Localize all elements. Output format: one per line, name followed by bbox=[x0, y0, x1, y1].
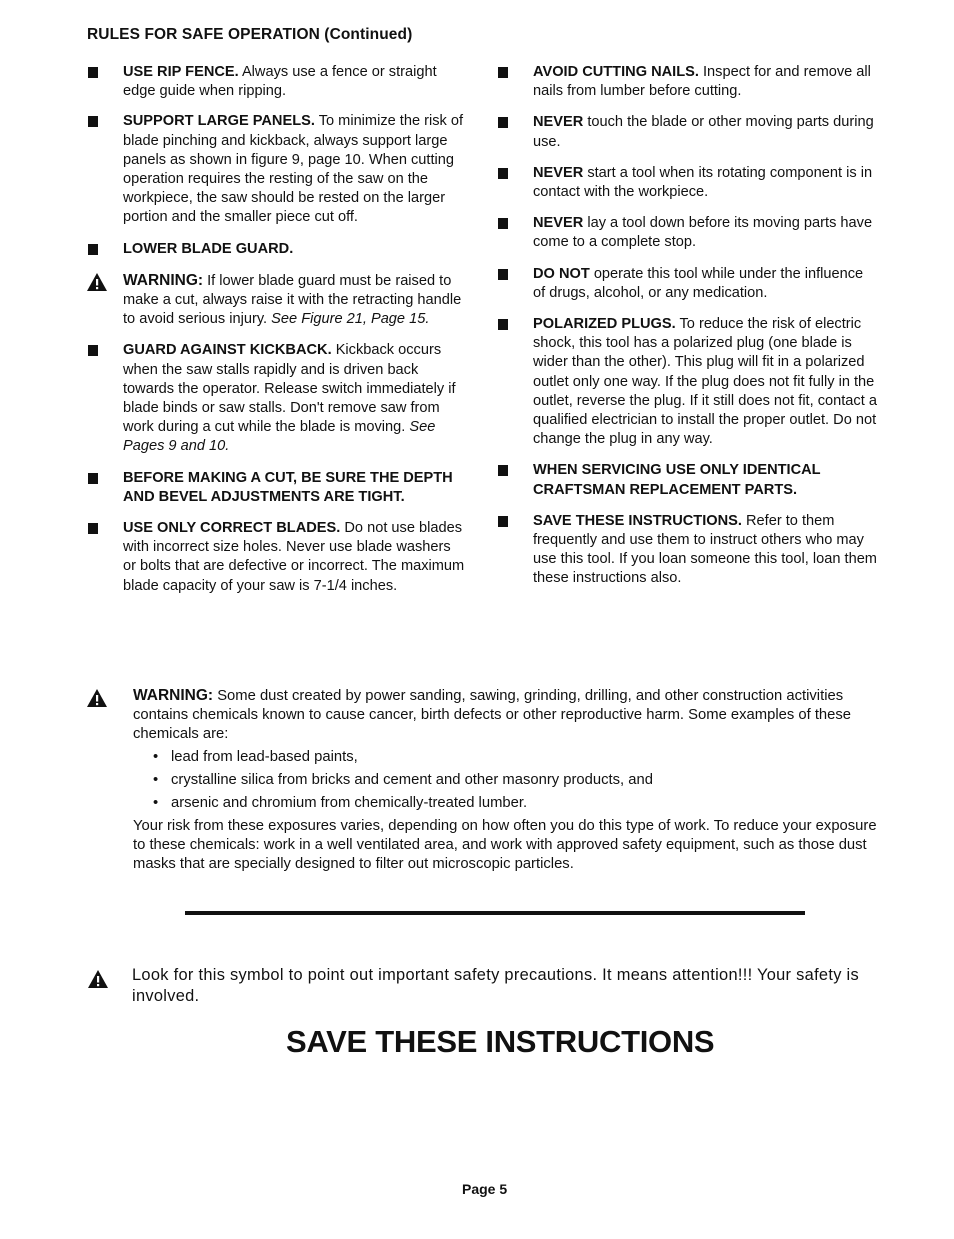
item-lead: AVOID CUTTING NAILS. bbox=[533, 64, 699, 80]
blade-guard-warning bbox=[87, 271, 467, 330]
left-column bbox=[87, 63, 467, 596]
list-item bbox=[497, 315, 877, 449]
item-lead: LOWER BLADE GUARD. bbox=[123, 240, 294, 257]
item-text: Always use a fence or straight edge guide when ripping. bbox=[123, 64, 437, 100]
list-item: • lead from lead-based paints, bbox=[153, 748, 887, 767]
attention-note bbox=[87, 965, 887, 1007]
item-lead: WHEN SERVICING USE ONLY IDENTICAL CRAFTSMAN REPLACEMENT PARTS. bbox=[533, 462, 821, 498]
warning-lead: WARNING: bbox=[123, 271, 204, 289]
save-instructions-title: SAVE THESE INSTRUCTIONS bbox=[286, 1024, 715, 1059]
right-column bbox=[497, 63, 877, 589]
square-bullet-icon bbox=[498, 168, 508, 179]
warning-lead: WARNING: bbox=[133, 687, 214, 704]
square-bullet-icon bbox=[88, 67, 98, 78]
item-text: Kickback occurs when the saw stalls rapidly and is driven back towards the operator. Release switch immediately if blade binds or saw stalls. Don't remove saw from work during a cut while the blade is moving. bbox=[123, 342, 456, 436]
chemical-list bbox=[133, 748, 887, 813]
square-bullet-icon bbox=[498, 269, 508, 280]
item-lead: DO NOT bbox=[533, 265, 590, 282]
square-bullet-icon bbox=[498, 465, 508, 476]
item-text: Refer to them frequently and use them to instruct others who may use this tool. If you loan someone this tool, loan them these instructions also. bbox=[533, 512, 877, 587]
square-bullet-icon bbox=[498, 67, 508, 78]
warning-triangle-icon bbox=[87, 273, 107, 291]
item-lead: POLARIZED PLUGS. bbox=[533, 316, 676, 333]
list-item bbox=[87, 112, 467, 227]
square-bullet-icon bbox=[88, 116, 98, 127]
item-text: Inspect for and remove all nails from lumber before cutting. bbox=[533, 64, 871, 100]
list-item bbox=[87, 519, 467, 596]
dust-intro bbox=[133, 686, 887, 744]
item-text: To minimize the risk of blade pinching and kickback, always support large panels as shown in figure 9, page 10. When cutting operation requires the resting of the saw on the workpiece, the saw should be rested on the larger portion and the smaller piece cut off. bbox=[123, 113, 464, 226]
warning-text: Some dust created by power sanding, sawing, grinding, drilling, and other construction activities contains chemicals known to cause cancer, birth defects or other reproductive harm. Some examples of these chemicals are: bbox=[133, 688, 852, 742]
square-bullet-icon bbox=[498, 117, 508, 128]
dust-outro: Your risk from these exposures varies, depending on how often you do this type of work. To reduce your exposure to these chemicals: work in a well ventilated area, and work with approved safety equipment, such as those dust masks that are specially designed to filter out microscopic particles. bbox=[133, 818, 877, 872]
list-item bbox=[497, 63, 877, 101]
item-lead: BEFORE MAKING A CUT, BE SURE THE DEPTH AND BEVEL ADJUSTMENTS ARE TIGHT. bbox=[123, 469, 453, 505]
list-item: • arsenic and chromium from chemically-treated lumber. bbox=[153, 794, 887, 813]
page-heading: RULES FOR SAFE OPERATION (Continued) bbox=[87, 26, 413, 43]
item-text: operate this tool while under the influence of drugs, alcohol, or any medication. bbox=[533, 265, 864, 301]
item-text: start a tool when its rotating component is in contact with the workpiece. bbox=[533, 164, 873, 201]
square-bullet-icon bbox=[498, 319, 508, 330]
item-lead: GUARD AGAINST KICKBACK. bbox=[123, 342, 332, 359]
list-item: • crystalline silica from bricks and cement and other masonry products, and bbox=[153, 771, 887, 790]
item-text: lay a tool down before its moving parts have come to a complete stop. bbox=[533, 215, 873, 251]
square-bullet-icon bbox=[88, 523, 98, 534]
item-lead: NEVER bbox=[533, 164, 584, 181]
list-item bbox=[497, 265, 877, 303]
dust-warning bbox=[87, 686, 887, 874]
item-lead: SAVE THESE INSTRUCTIONS. bbox=[533, 512, 742, 529]
square-bullet-icon bbox=[88, 345, 98, 356]
item-text: Do not use blades with incorrect size holes. Never use blade washers or bolts that are defective or incorrect. The maximum blade capacity of your saw is 7-1/4 inches. bbox=[123, 520, 465, 594]
item-text: touch the blade or other moving parts during use. bbox=[533, 114, 874, 150]
item-lead: USE RIP FENCE. bbox=[123, 64, 239, 80]
warning-triangle-icon bbox=[87, 689, 107, 707]
square-bullet-icon bbox=[498, 516, 508, 527]
list-item bbox=[497, 461, 877, 499]
square-bullet-icon bbox=[498, 218, 508, 229]
item-lead: NEVER bbox=[533, 215, 584, 232]
item-lead: USE ONLY CORRECT BLADES. bbox=[123, 520, 341, 537]
list-item bbox=[497, 512, 877, 589]
item-lead: NEVER bbox=[533, 114, 584, 131]
list-item bbox=[87, 341, 467, 456]
warning-reference: See Figure 21, Page 15. bbox=[271, 311, 430, 328]
square-bullet-icon bbox=[88, 473, 98, 484]
square-bullet-icon bbox=[88, 244, 98, 255]
item-lead: SUPPORT LARGE PANELS. bbox=[123, 113, 315, 130]
list-item bbox=[87, 240, 467, 259]
page-number: Page 5 bbox=[462, 1181, 508, 1197]
list-item bbox=[497, 113, 877, 151]
attention-text: Look for this symbol to point out important safety precautions. It means attention!!! Your safety is involved. bbox=[132, 966, 859, 1005]
list-item bbox=[87, 63, 467, 101]
item-reference: See Pages 9 and 10. bbox=[123, 419, 436, 455]
warning-text: If lower blade guard must be raised to make a cut, always raise it with the retracting handle to avoid serious injury. bbox=[123, 272, 462, 328]
list-item bbox=[497, 214, 877, 252]
list-item bbox=[87, 469, 467, 507]
warning-triangle-icon bbox=[88, 970, 108, 988]
list-item bbox=[497, 164, 877, 202]
divider bbox=[185, 911, 805, 915]
item-text: To reduce the risk of electric shock, this tool has a polarized plug (one blade is wider than the other). This plug will fit in a polarized outlet only one way. If the plug does not fit fully in the outlet, reverse the plug. If it still does not fit, contact a qualified electrician to install the proper outlet. Do not change the plug in any way. bbox=[533, 316, 877, 448]
